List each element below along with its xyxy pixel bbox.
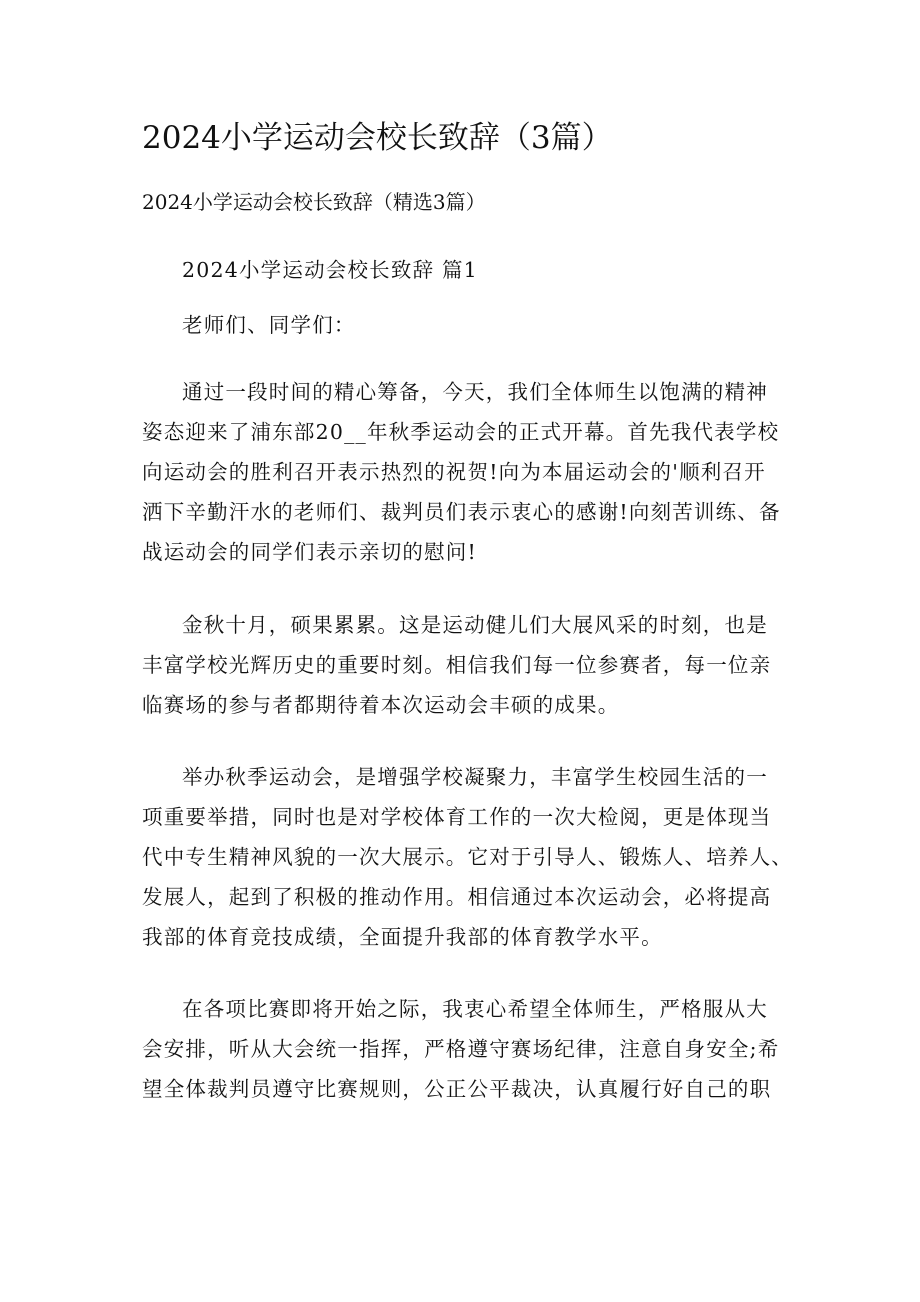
paragraph-line: 望全体裁判员遵守比赛规则，公正公平裁决，认真履行好自己的职 [142, 1077, 772, 1101]
paragraph-line: 通过一段时间的精心筹备，今天，我们全体师生以饱满的精神 [182, 380, 768, 404]
paragraph-line: 洒下辛勤汗水的老师们、裁判员们表示衷心的感谢!向刻苦训练、备 [142, 500, 781, 524]
paragraph-line: 临赛场的参与者都期待着本次运动会丰硕的成果。 [142, 693, 620, 717]
paragraph-line: 会安排，听从大会统一指挥，严格遵守赛场纪律，注意自身安全;希 [142, 1037, 780, 1061]
paragraph-line: 战运动会的同学们表示亲切的慰问! [142, 540, 477, 564]
salutation: 老师们、同学们： [182, 313, 356, 337]
paragraph-line: 我部的体育竞技成绩，全面提升我部的体育教学水平。 [142, 925, 663, 949]
paragraph-line: 丰富学校光辉历史的重要时刻。相信我们每一位参赛者，每一位亲 [142, 653, 772, 677]
paragraph-line: 项重要举措，同时也是对学校体育工作的一次大检阅，更是体现当 [142, 805, 772, 829]
paragraph-line: 代中专生精神风貌的一次大展示。它对于引导人、锻炼人、培养人、 [142, 845, 793, 869]
document-title: 2024小学运动会校长致辞（3篇） [142, 120, 613, 156]
paragraph-line: 姿态迎来了浦东部20__年秋季运动会的正式开幕。首先我代表学校 [142, 420, 780, 444]
paragraph-line: 金秋十月，硕果累累。这是运动健儿们大展风采的时刻，也是 [182, 613, 768, 637]
document-subtitle: 2024小学运动会校长致辞（精选3篇） [142, 190, 486, 214]
paragraph-line: 在各项比赛即将开始之际，我衷心希望全体师生，严格服从大 [182, 997, 768, 1021]
paragraph-line: 举办秋季运动会，是增强学校凝聚力，丰富学生校园生活的一 [182, 765, 768, 789]
section-heading: 2024小学运动会校长致辞 篇1 [182, 258, 478, 282]
paragraph-line: 发展人，起到了积极的推动作用。相信通过本次运动会，必将提高 [142, 885, 772, 909]
paragraph-line: 向运动会的胜利召开表示热烈的祝贺!向为本届运动会的'顺利召开 [142, 460, 766, 484]
